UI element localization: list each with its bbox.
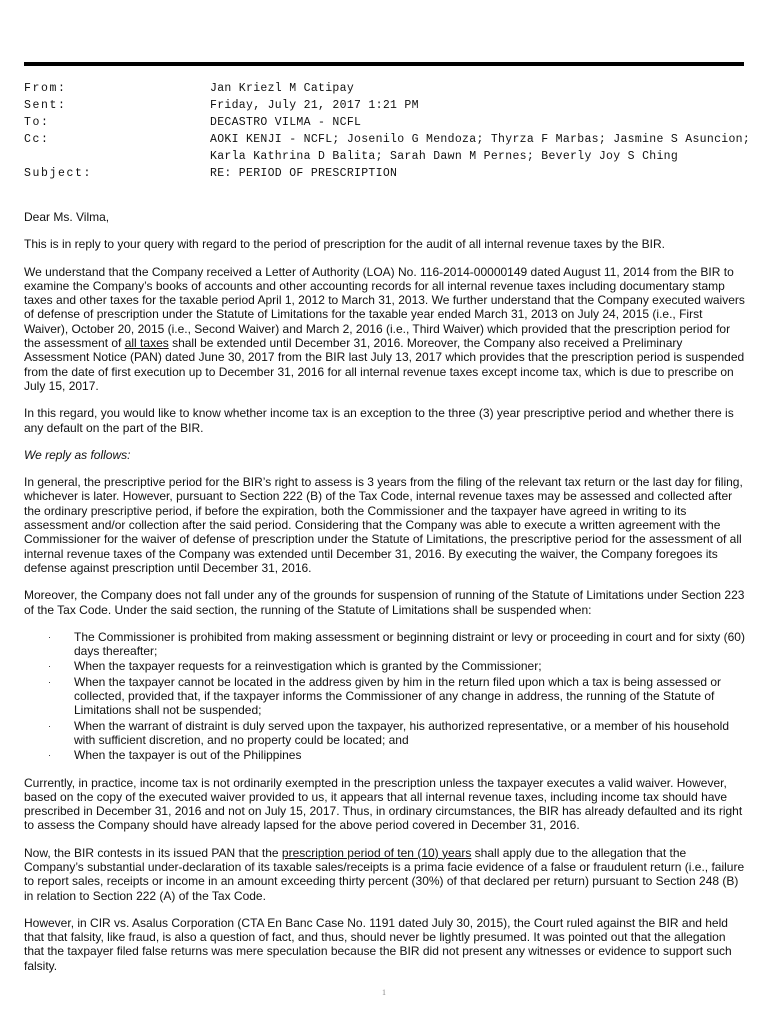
sent-row [24,97,764,114]
from-value: Jan Kriezl M Catipay [210,82,355,95]
paragraph-6: Moreover, the Company does not fall under any of the grounds for suspension of running of the Statute of Limitations under Section 223 of the Tax Code. Under the said section, the running of the Statute of Limitations shall be suspended when: [24,588,745,617]
sent-label: Sent: [24,99,67,112]
bullet-icon: · [48,720,51,731]
to-row [24,114,764,131]
list-item-text: When the taxpayer is out of the Philippines [74,748,302,763]
list-item [24,748,746,762]
email-header [24,80,764,182]
list-item [24,675,746,718]
from-label: From: [24,82,67,95]
sent-value: Friday, July 21, 2017 1:21 PM [210,99,419,112]
underlined-prescription-period: prescription period of ten (10) years [281,845,472,860]
suspension-grounds-list [24,630,746,763]
paragraph-2-part-a: We understand that the Company received a Letter of Authority (LOA) No. 116-2014-00000149 dated August 11, 2014 from the BIR to examine the Company’s books of accounts and other accounting records for all internal revenue taxes including documentary stamp taxes and other taxes for the taxable period April 1, 2012 to March 31, 2013. We further understand that the Company executed waivers of defense of prescription under the Statute of Limitations for the taxable year ended March 31, 2013 on July 24, 2015 (i.e., First Waiver), October 20, 2015 (i.e., Second Waiver) and March 2, 2016 (i.e., Third Waiver) which provided that the prescription period for the assessment of [24,264,745,351]
paragraph-7: Currently, in practice, income tax is not ordinarily exempted in the prescription unless the taxpayer executes a valid waiver. However, based on the copy of the executed waiver provided to us, it appears that all internal revenue taxes, including income tax should have prescribed in December 31, 2016 and not on July 15, 2017. Thus, in ordinary circumstances, the BIR has already defaulted and its right to assess the Company should have already lapsed for the above period covered in December 31, 2016. [24,775,743,833]
paragraph-2 [24,265,746,394]
header-rule [24,62,744,66]
paragraph-9: However, in CIR vs. Asalus Corporation (CTA En Banc Case No. 1191 dated July 30, 2015), the Court ruled against the BIR and held that that falsity, like fraud, is also a question of fact, and thus, should never be lightly presumed. It was pointed out that the allegation that the taxpayer filed false returns was mere speculation because the BIR did not present any witnesses or evidence to support such falsity. [24,915,732,973]
subject-value: RE: PERIOD OF PRESCRIPTION [210,167,398,180]
page-number: 1 [382,988,386,997]
bullet-icon: · [48,661,51,672]
list-item-text: The Commissioner is prohibited from making assessment or beginning distraint or levy or proceeding in court and for sixty (60) days thereafter; [74,629,745,659]
paragraph-8 [24,846,746,903]
from-row [24,80,764,97]
paragraph-1: This is in reply to your query with regard to the period of prescription for the audit of all internal revenue taxes by the BIR. [24,237,665,252]
list-item-text: When the taxpayer cannot be located in the address given by him in the return filed upon which a tax is being assessed or collected, provided that, if the taxpayer informs the Commissioner of any change in address, the running of the Statute of Limitations shall not be suspended; [74,674,722,718]
list-item [24,630,746,659]
subject-label: Subject: [24,167,93,180]
subject-row [24,165,764,182]
list-item [24,659,746,673]
list-item [24,719,746,748]
cc-value: AOKI KENJI - NCFL; Josenilo G Mendoza; Thyrza F Marbas; Jasmine S Asuncion; Karla Kathrina D Balita; Sarah Dawn M Pernes; Beverly Joy S Ching [210,133,758,163]
cc-row [24,131,764,165]
paragraph-8-part-b: shall apply due to the allegation that the Company’s substantial under-declaration of its taxable sales/receipts is a prima facie evidence of a false or fraudulent return (i.e., failure to report sales, receipts or income in an amount exceeding thirty percent (30%) of that declared per return) pursuant to Section 248 (B) in relation to Section 222 (A) of the Tax Code. [24,845,745,903]
bullet-icon: · [48,631,51,642]
list-item-text: When the warrant of distraint is duly served upon the taxpayer, his authorized representative, or a member of his household with sufficient discretion, and no property could be located; and [74,718,730,747]
underlined-all-taxes: all taxes [124,336,169,351]
reply-heading: We reply as follows: [24,447,131,462]
to-value: DECASTRO VILMA - NCFL [210,116,362,129]
paragraph-2-part-b: shall be extended until December 31, 2016. Moreover, the Company also received a Preliminary Assessment Notice (PAN) dated June 30, 2017 from the BIR last July 13, 2017 which provides that the prescription period is suspended from the date of first execution up to December 31, 2016 for all internal revenue taxes except income tax, which is due to prescribe on July 15, 2017. [24,336,745,393]
paragraph-8-part-a: Now, the BIR contests in its issued PAN that the [24,845,282,860]
paragraph-3: In this regard, you would like to know whether income tax is an exception to the three (3) year prescriptive period and whether there is any default on the part of the BIR. [24,406,734,435]
list-item-text: When the taxpayer requests for a reinvestigation which is granted by the Commissioner; [74,659,542,674]
greeting: Dear Ms. Vilma, [24,210,110,224]
bullet-icon: · [48,750,51,761]
paragraph-5: In general, the prescriptive period for the BIR’s right to assess is 3 years from the filing of the relevant tax return or the last day for filing, whichever is later. However, pursuant to Section 222 (B) of the Tax Code, internal revenue taxes may be assessed and collected after the ordinary prescriptive period, if before the expiration, both the Commissioner and the taxpayer have agreed in writing to its assessment and/or collection after the said period. Considering that the Company was able to execute a written agreement with the Commissioner for the waiver of defense of prescription under the Statute of Limitations, the prescriptive period for the assessment of all internal revenue taxes of the Company was extended until December 31, 2016. By executing the waiver, the Company foregoes its defense against prescription until December 31, 2016. [24,475,743,575]
to-label: To: [24,116,50,129]
email-body [24,210,746,986]
cc-label: Cc: [24,133,50,146]
bullet-icon: · [48,676,51,687]
